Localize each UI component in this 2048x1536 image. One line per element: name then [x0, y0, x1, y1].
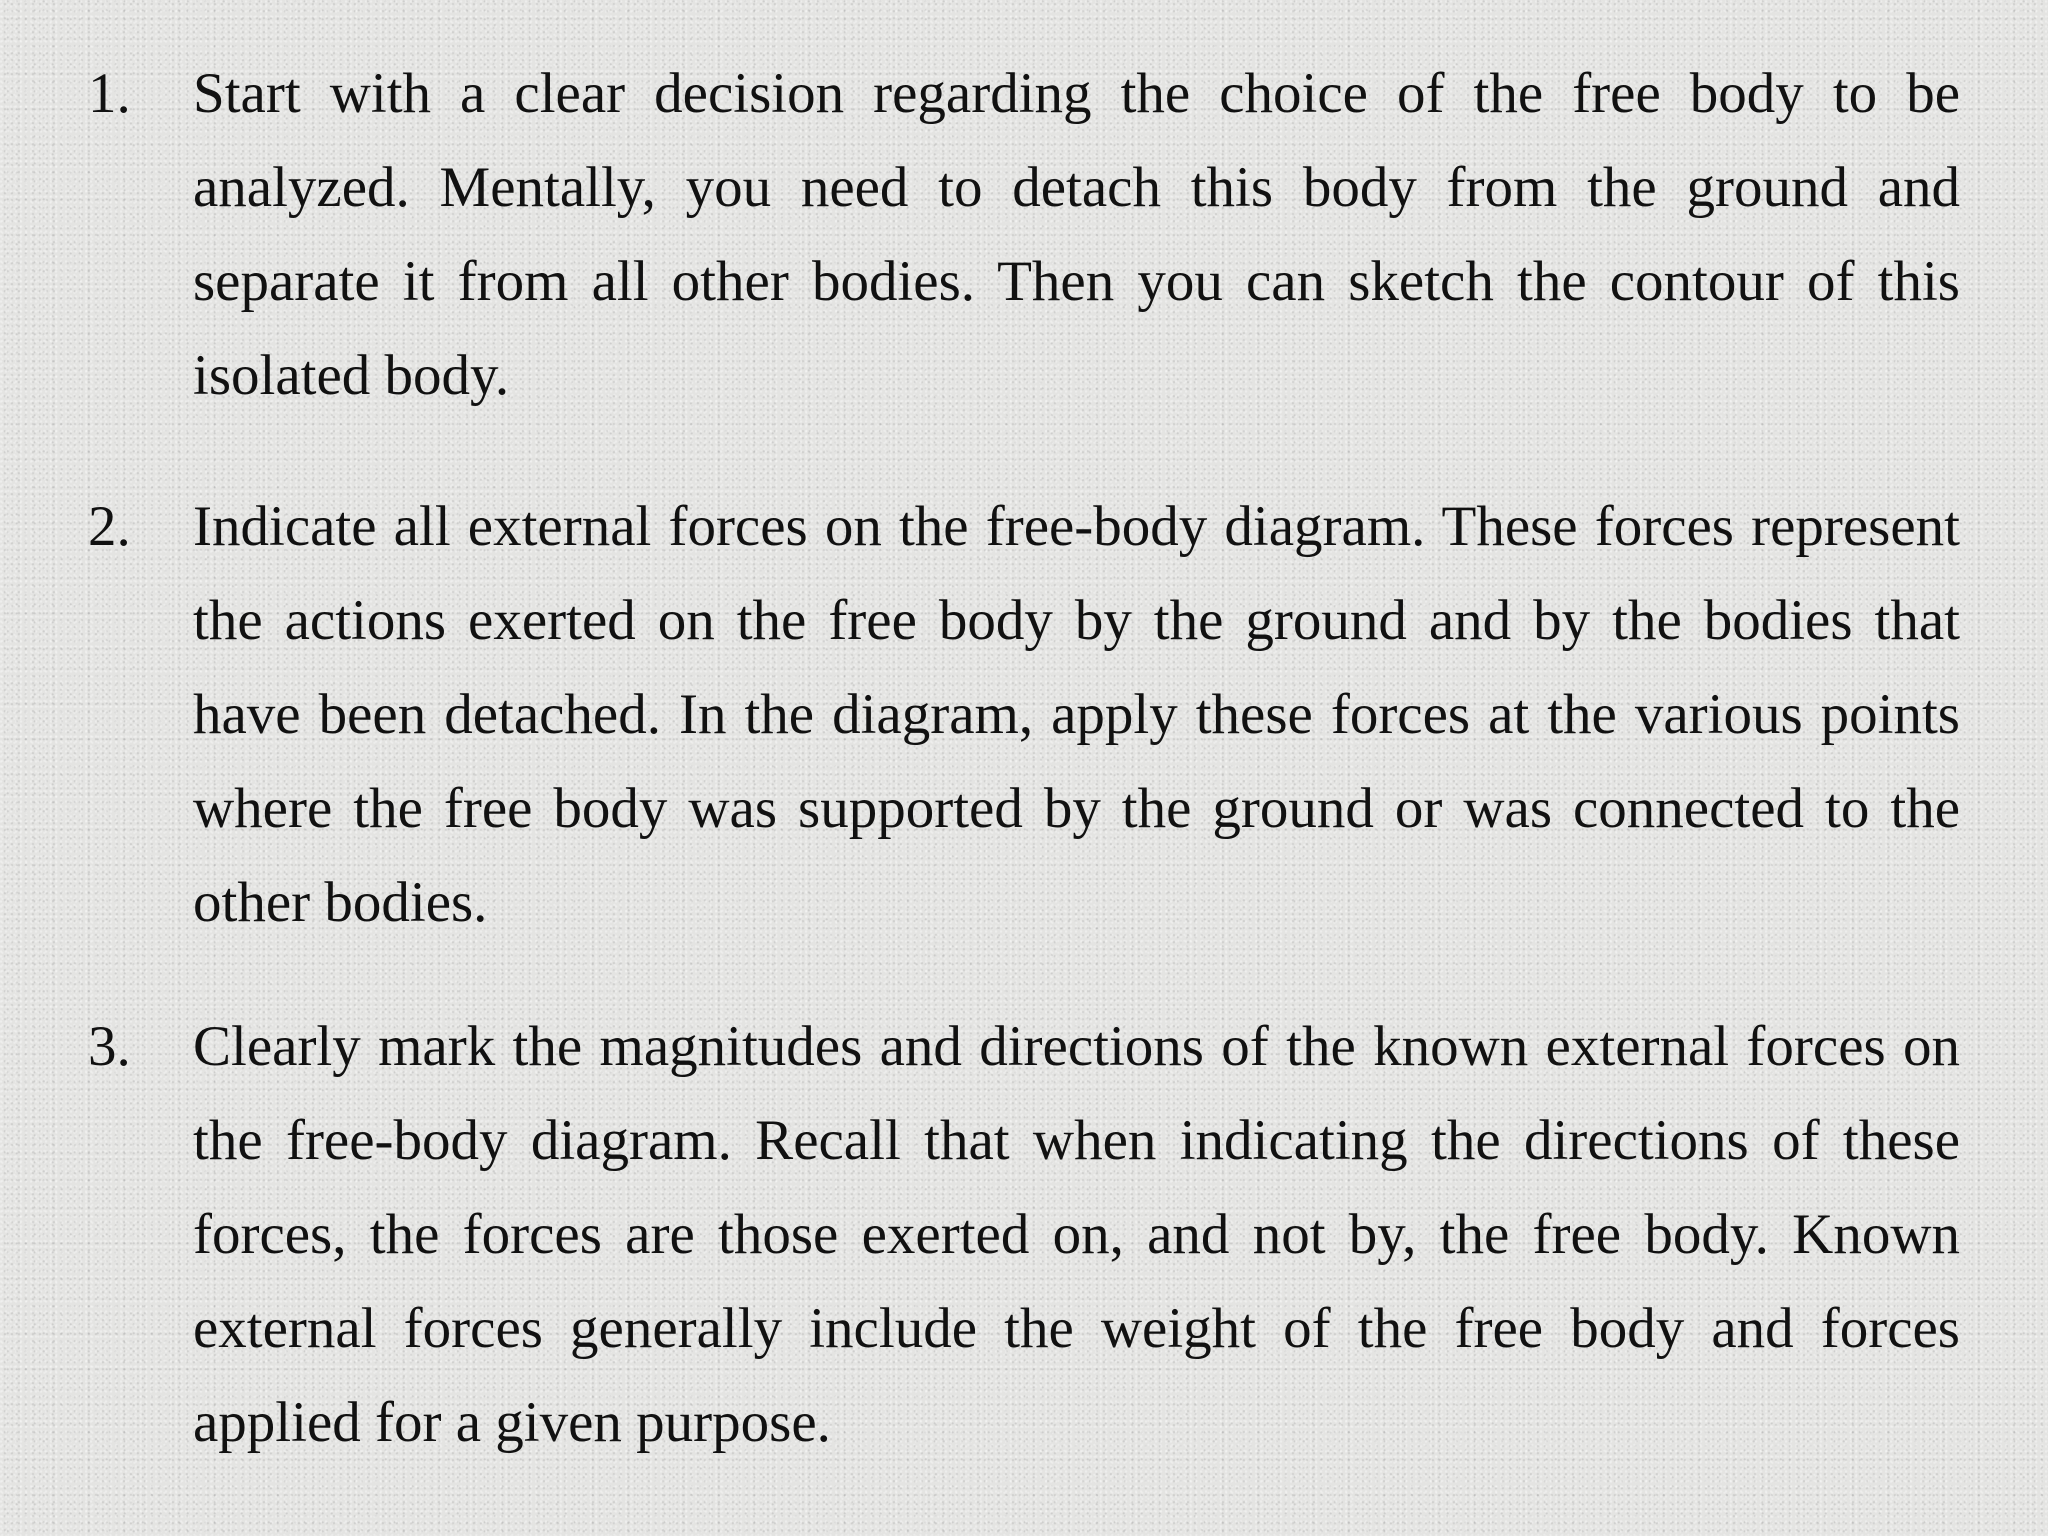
- list-item-number: 1.: [88, 62, 131, 125]
- list-item-text: Start with a clear decision regarding the choice of the free body to be analyzed. Mentally, you need to detach this body from the ground and separate it from all other bodies. Then you can sketch the contour of this isolated body.: [193, 62, 1960, 407]
- list-item: [88, 480, 1960, 950]
- list-item-number: 3.: [88, 1015, 131, 1078]
- list-item-number: 2.: [88, 495, 131, 558]
- list-item: [88, 47, 1960, 423]
- list-item-text: Clearly mark the magnitudes and directions of the known external forces on the free-body diagram. Recall that when indicating the directions of these forces, the forces are those exerted on, and not by, the free body. Known external forces generally include the weight of the free body and forces applied for a given purpose.: [193, 1015, 1960, 1454]
- list-item-text: Indicate all external forces on the free-body diagram. These forces represent the actions exerted on the free body by the ground and by the bodies that have been detached. In the diagram, apply these forces at the various points where the free body was supported by the ground or was connected to the other bodies.: [193, 495, 1960, 934]
- list-item: [88, 1000, 1960, 1470]
